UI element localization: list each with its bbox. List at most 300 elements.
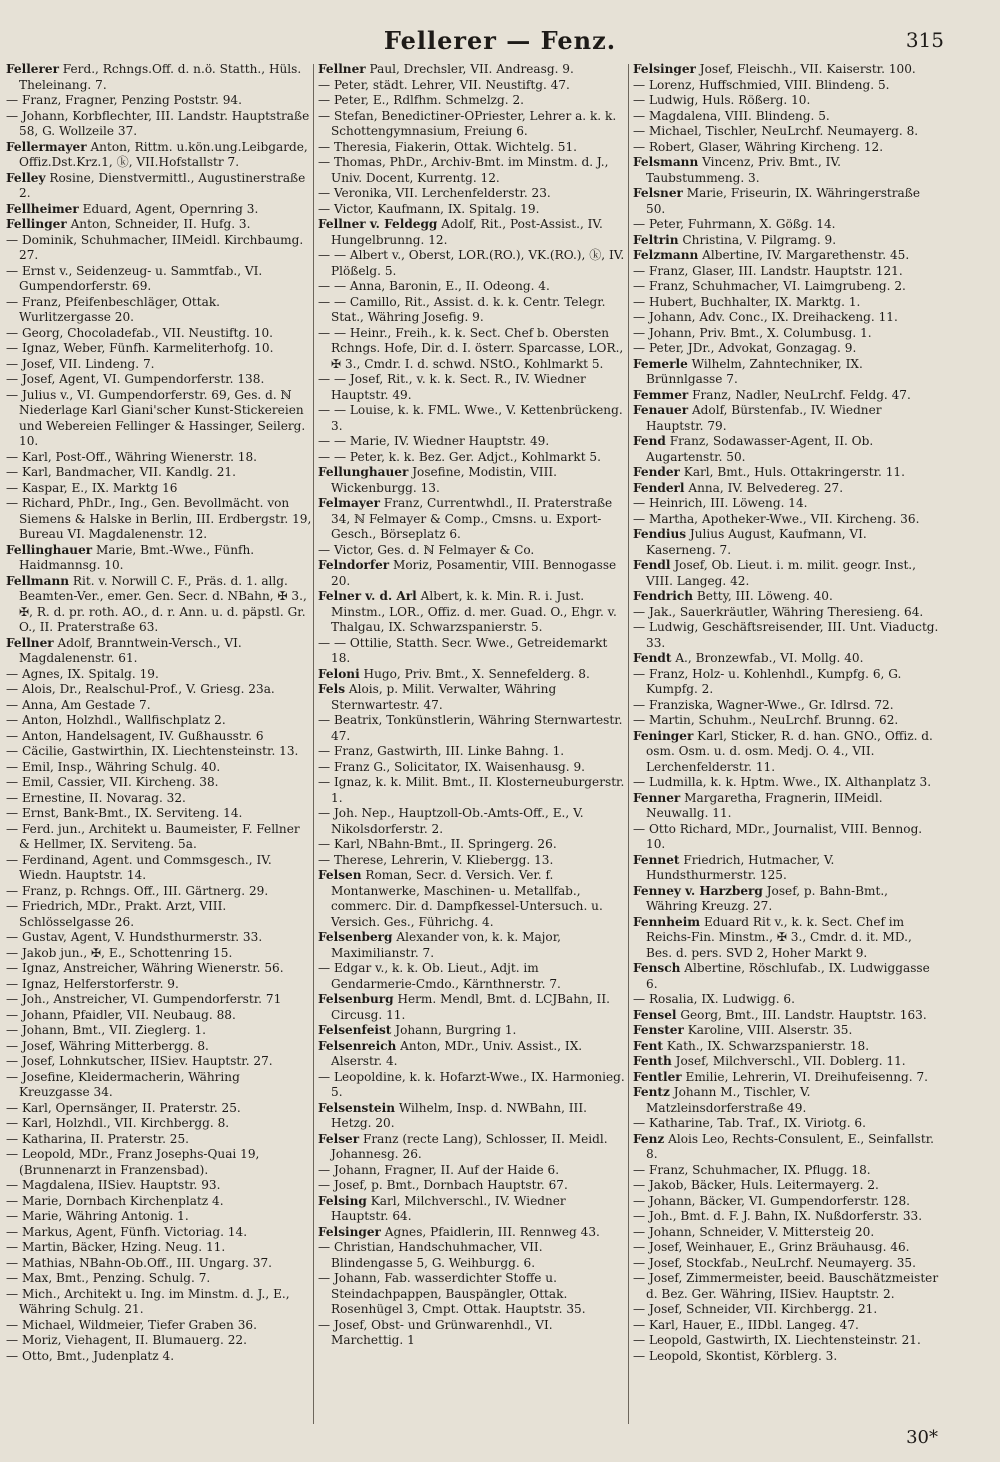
entry-text: — Peter, städt. Lehrer, VII. Neustiftg. 47. xyxy=(318,77,570,92)
directory-entry xyxy=(6,481,313,497)
directory-entry xyxy=(318,155,625,186)
entry-text: Georg, Bmt., III. Landstr. Hauptstr. 163. xyxy=(676,1007,927,1022)
directory-entry xyxy=(633,357,940,388)
entry-text: Roman, Secr. d. Versich. Ver. f. Montanwerke, Maschinen- u. Metallfab., commerc. Dir. d. Dampfkessel-Untersuch. u. Versich. Ges., Führichg. 4. xyxy=(331,868,603,929)
entry-text: — Franz G., Solicitator, IX. Waisenhausg. 9. xyxy=(318,759,586,774)
entry-text: — Victor, Ges. d. ℕ Felmayer & Co. xyxy=(318,542,535,557)
directory-entry xyxy=(633,465,940,481)
entry-text: — Georg, Chocoladefab., VII. Neustiftg. 10. xyxy=(6,325,274,340)
entry-text: — Franz, Holz- u. Kohlenhdl., Kumpfg. 6, G. Kumpfg. 2. xyxy=(633,666,902,696)
directory-entry xyxy=(6,992,313,1008)
directory-entry xyxy=(318,1318,625,1349)
directory-entry xyxy=(6,698,313,714)
entry-text: — Jak., Sauerkräutler, Währing Theresieng. 64. xyxy=(633,604,924,619)
entry-text: — Theresia, Fiakerin, Ottak. Wichtelg. 51. xyxy=(318,139,577,154)
entry-text: — Leopold, Gastwirth, IX. Liechtensteinstr. 21. xyxy=(633,1333,921,1347)
directory-entry xyxy=(6,1147,313,1178)
entry-text: Herm. Mendl, Bmt. d. LCJBahn, II. Circusg. 11. xyxy=(331,992,610,1022)
entry-surname: Felner v. d. Arl xyxy=(318,589,417,603)
directory-entry xyxy=(633,1085,940,1116)
directory-entry xyxy=(633,698,940,714)
entry-text: Agnes, Pfaidlerin, III. Rennweg 43. xyxy=(380,1224,600,1239)
entry-text: — Josef, Schneider, VII. Kirchbergg. 21. xyxy=(633,1302,878,1316)
directory-entry xyxy=(6,806,313,822)
entry-surname: Fentz xyxy=(633,1085,670,1099)
entry-surname: Fenz xyxy=(633,1131,665,1146)
entry-surname: Fellner v. Feldegg xyxy=(318,217,438,231)
entry-surname: Fendius xyxy=(633,527,687,541)
entry-text: — Jakob, Bäcker, Huls. Leitermayerg. 2. xyxy=(633,1178,879,1192)
entry-text: — Julius v., VI. Gumpendorferstr. 69, Ges. d. ℕ Niederlage Karl Giani'scher Kunst-Stickereien und Webereien Fellinger & Hassinger, Seilerg. 10. xyxy=(6,387,306,448)
entry-text: — Peter, Fuhrmann, X. Gößg. 14. xyxy=(633,217,836,231)
entry-surname: Fend xyxy=(633,434,666,448)
entry-text: — Karl, Post-Off., Währing Wienerstr. 18. xyxy=(6,449,258,464)
directory-entry xyxy=(6,496,313,543)
entry-text: Kath., IX. Schwarzspanierstr. 18. xyxy=(663,1038,870,1053)
entry-surname: Fendl xyxy=(633,558,671,572)
entry-text: Paul, Drechsler, VII. Andreasg. 9. xyxy=(365,62,574,76)
entry-text: — Ignaz, Anstreicher, Währing Wienerstr. 56. xyxy=(6,961,284,975)
directory-entry xyxy=(6,1318,313,1334)
directory-entry xyxy=(633,1225,940,1241)
directory-entry xyxy=(633,651,940,667)
directory-entry xyxy=(318,62,625,78)
entry-text: — Karl, Holzhdl., VII. Kirchbergg. 8. xyxy=(6,1116,230,1130)
directory-entry xyxy=(633,233,940,249)
directory-entry xyxy=(318,109,625,140)
directory-entry xyxy=(633,93,940,109)
entry-text: Anton, Schneider, II. Hufg. 3. xyxy=(66,217,251,231)
entry-text: Josef, Milchverschl., VII. Doblerg. 11. xyxy=(671,1054,906,1068)
entry-text: — Markus, Agent, Fünfh. Victoriag. 14. xyxy=(6,1224,248,1239)
directory-entry xyxy=(6,264,313,295)
directory-entry xyxy=(6,729,313,745)
directory-entry xyxy=(633,605,940,621)
entry-text: Albertine, Röschlufab., IX. Ludwiggasse 6. xyxy=(646,961,930,991)
entry-text: — Franz, Schuhmacher, VI. Laimgrubeng. 2. xyxy=(633,279,906,293)
entry-text: — Richard, PhDr., Ing., Gen. Bevollmächt. von Siemens & Halske in Berlin, III. Erdbergstr. 19, Bureau VI. Magdalenenstr. 12. xyxy=(6,496,312,541)
entry-text: — — Camillo, Rit., Assist. d. k. k. Centr. Telegr. Stat., Währing Josefig. 9. xyxy=(318,294,606,324)
directory-entry xyxy=(318,465,625,496)
directory-entry xyxy=(633,496,940,512)
entry-text: Rit. v. Norwill C. F., Präs. d. 1. allg. Beamten-Ver., emer. Gen. Secr. d. NBahn, ✠ 3., ✠, R. d. pr. roth. AO., d. r. Ann. u. d. päpstl. Gr. O., II. Praterstraße 63. xyxy=(19,573,307,634)
entry-text: — Joh., Anstreicher, VI. Gumpendorferstr. 71 xyxy=(6,992,282,1006)
entry-text: Emilie, Lehrerin, VI. Dreihufeisenng. 7. xyxy=(681,1069,928,1084)
entry-text: — Moriz, Viehagent, II. Blumauerg. 22. xyxy=(6,1333,247,1347)
directory-entry xyxy=(633,961,940,992)
directory-entry xyxy=(318,1039,625,1070)
directory-entry xyxy=(633,1116,940,1132)
directory-entry xyxy=(318,434,625,450)
entry-text: — Karl, NBahn-Bmt., II. Springerg. 26. xyxy=(318,837,557,851)
directory-entry xyxy=(633,915,940,962)
directory-entry xyxy=(318,1101,625,1132)
entry-text: — Franziska, Wagner-Wwe., Gr. Idlrsd. 72. xyxy=(633,697,894,712)
entry-text: — Ferdinand, Agent. und Commsgesch., IV. Wiedn. Hauptstr. 14. xyxy=(6,852,272,882)
entry-surname: Femerle xyxy=(633,356,688,371)
directory-entry xyxy=(633,1209,940,1225)
entry-text: — Franz, Schuhmacher, IX. Pflugg. 18. xyxy=(633,1162,871,1177)
entry-surname: Felley xyxy=(6,170,46,185)
directory-entry xyxy=(6,853,313,884)
entry-text: — Martha, Apotheker-Wwe., VII. Kircheng. 36. xyxy=(633,511,920,526)
entry-text: — — Marie, IV. Wiedner Hauptstr. 49. xyxy=(318,434,550,448)
entry-text: — Therese, Lehrerin, V. Kliebergg. 13. xyxy=(318,852,554,867)
entry-text: — Alois, Dr., Realschul-Prof., V. Griesg. 23a. xyxy=(6,682,275,696)
directory-entry xyxy=(318,248,625,279)
directory-entry xyxy=(318,403,625,434)
directory-entry xyxy=(6,295,313,326)
entry-text: — Johann, Schneider, V. Mittersteig 20. xyxy=(633,1224,875,1239)
entry-text: Rosine, Dienstvermittl., Augustinerstraße 2. xyxy=(19,170,306,200)
directory-entry xyxy=(6,217,313,233)
directory-entry xyxy=(6,1023,313,1039)
directory-entry xyxy=(6,1070,313,1101)
entry-surname: Fellinghauer xyxy=(6,542,93,557)
directory-entry xyxy=(633,822,940,853)
entry-text: — Ernst v., Seidenzeug- u. Sammtfab., VI. Gumpendorferstr. 69. xyxy=(6,263,263,293)
entry-text: — Joh. Nep., Hauptzoll-Ob.-Amts-Off., E., V. Nikolsdorferstr. 2. xyxy=(318,806,584,836)
directory-entry xyxy=(633,403,940,434)
entry-text: — Josef, VII. Lindeng. 7. xyxy=(6,356,155,371)
directory-entry xyxy=(633,1333,940,1349)
entry-text: — Christian, Handschuhmacher, VII. Blindengasse 5, G. Weihburgg. 6. xyxy=(318,1240,543,1270)
directory-entry xyxy=(318,279,625,295)
entry-text: Anna, IV. Belvedereg. 27. xyxy=(684,480,844,495)
directory-entry xyxy=(318,186,625,202)
directory-entry xyxy=(6,977,313,993)
directory-entry xyxy=(318,713,625,744)
directory-entry xyxy=(318,853,625,869)
directory-entry xyxy=(318,1271,625,1318)
entry-text: — Gustav, Agent, V. Hundsthurmerstr. 33. xyxy=(6,930,263,944)
entry-surname: Felsen xyxy=(318,868,362,882)
entry-text: — — Peter, k. k. Bez. Ger. Adjct., Kohlmarkt 5. xyxy=(318,449,601,464)
entry-text: Vincenz, Priv. Bmt., IV. Taubstummeng. 3. xyxy=(646,155,841,185)
column-2 xyxy=(318,62,625,1424)
entry-text: — Lorenz, Huffschmied, VIII. Blindeng. 5. xyxy=(633,77,890,92)
directory-entry xyxy=(6,1178,313,1194)
directory-entry xyxy=(633,527,940,558)
directory-entry xyxy=(318,140,625,156)
entry-text: Johann, Burgring 1. xyxy=(391,1023,517,1037)
entry-text: Christina, V. Pilgramg. 9. xyxy=(678,232,837,247)
entry-surname: Fenney v. Harzberg xyxy=(633,883,763,898)
entry-text: — — Anna, Baronin, E., II. Odeong. 4. xyxy=(318,279,550,293)
entry-text: — Josef, Zimmermeister, beeid. Bauschätzmeister d. Bez. Ger. Währing, IISiev. Hauptstr. 2. xyxy=(633,1271,939,1301)
entry-text: — Katharine, Tab. Traf., IX. Viriotg. 6. xyxy=(633,1116,866,1130)
entry-text: — Josef, Stockfab., NeuLrchf. Neumayerg. 35. xyxy=(633,1255,916,1270)
directory-entry xyxy=(318,543,625,559)
directory-entry xyxy=(318,1163,625,1179)
entry-text: Alois Leo, Rechts-Consulent, E., Seinfallstr. 8. xyxy=(646,1131,934,1161)
directory-entry xyxy=(6,682,313,698)
entry-surname: Felzmann xyxy=(633,248,699,262)
entry-text: — Emil, Cassier, VII. Kircheng. 38. xyxy=(6,775,219,789)
directory-entry xyxy=(318,868,625,930)
entry-surname: Fellunghauer xyxy=(318,465,409,479)
entry-surname: Fellheimer xyxy=(6,201,79,216)
directory-entry xyxy=(6,388,313,450)
entry-text: Wilhelm, Zahntechniker, IX. Brünnlgasse 7. xyxy=(646,356,863,386)
directory-entry xyxy=(633,729,940,776)
directory-entry xyxy=(633,1302,940,1318)
directory-entry xyxy=(6,171,313,202)
entry-surname: Fennet xyxy=(633,852,680,867)
entry-text: Josef, Fleischh., VII. Kaiserstr. 100. xyxy=(695,62,916,76)
directory-entry xyxy=(6,1039,313,1055)
entry-text: Ferd., Rchngs.Off. d. n.ö. Statth., Hüls. Theleinang. 7. xyxy=(19,62,302,92)
directory-entry xyxy=(6,713,313,729)
directory-entry xyxy=(633,1349,940,1365)
directory-entry xyxy=(633,512,940,528)
entry-text: — Rosalia, IX. Ludwigg. 6. xyxy=(633,992,795,1006)
entry-text: — Leopoldine, k. k. Hofarzt-Wwe., IX. Harmonieg. 5. xyxy=(318,1069,625,1099)
directory-entry xyxy=(6,899,313,930)
entry-surname: Fellner xyxy=(6,635,54,650)
entry-text: — Karl, Hauer, E., IIDbl. Langeg. 47. xyxy=(633,1317,859,1332)
entry-surname: Felsinger xyxy=(633,62,696,76)
directory-entry xyxy=(318,1070,625,1101)
directory-entry xyxy=(633,1318,940,1334)
directory-entry xyxy=(633,434,940,465)
directory-entry xyxy=(318,295,625,326)
column-3 xyxy=(633,62,940,1424)
entry-text: Friedrich, Hutmacher, V. Hundsthurmerstr. 125. xyxy=(646,852,835,882)
entry-text: Albertine, IV. Margarethenstr. 45. xyxy=(698,248,910,262)
directory-entry xyxy=(633,341,940,357)
directory-entry xyxy=(318,326,625,373)
entry-text: Adolf, Bürstenfab., IV. Wiedner Hauptstr. 79. xyxy=(646,403,882,433)
entry-text: Albert, k. k. Min. R. i. Just. Minstm., LOR., Offiz. d. mer. Guad. O., Ehgr. v. Thalgau, IX. Schwarzspanierstr. 5. xyxy=(331,589,617,634)
page-header xyxy=(0,18,1000,68)
directory-entry xyxy=(318,837,625,853)
directory-entry xyxy=(633,1008,940,1024)
entry-text: Karl, Milchverschl., IV. Wiedner Hauptstr. 64. xyxy=(331,1193,566,1223)
entry-text: Betty, III. Löweng. 40. xyxy=(693,589,833,603)
directory-entry xyxy=(633,124,940,140)
entry-text: — Peter, JDr., Advokat, Gonzagag. 9. xyxy=(633,341,857,355)
directory-entry xyxy=(633,853,940,884)
entry-text: — Marie, Währing Antonig. 1. xyxy=(6,1209,189,1223)
entry-surname: Fennheim xyxy=(633,914,701,929)
entry-text: — Peter, E., Rdlfhm. Schmelzg. 2. xyxy=(318,93,525,107)
entry-text: Josef, Ob. Lieut. i. m. milit. geogr. Inst., VIII. Langeg. 42. xyxy=(646,558,916,588)
directory-entry xyxy=(318,682,625,713)
entry-text: A., Bronzewfab., VI. Mollg. 40. xyxy=(671,651,864,665)
directory-entry xyxy=(318,372,625,403)
entry-text: — Johann, Fab. wasserdichter Stoffe u. Steindachpappen, Bauspängler, Ottak. Rosenhügel 3, Cmpt. Ottak. Hauptstr. 35. xyxy=(318,1271,586,1316)
directory-entry xyxy=(633,481,940,497)
entry-surname: Fendt xyxy=(633,651,672,665)
directory-entry xyxy=(633,388,940,404)
directory-entry xyxy=(6,1287,313,1318)
directory-entry xyxy=(318,1023,625,1039)
entry-text: — Thomas, PhDr., Archiv-Bmt. im Minstm. d. J., Univ. Docent, Kurrentg. 12. xyxy=(318,155,609,185)
entry-surname: Fellner xyxy=(318,62,366,76)
entry-text: — Karl, Opernsänger, II. Praterstr. 25. xyxy=(6,1100,241,1115)
entry-text: Alois, p. Milit. Verwalter, Währing Sternwartestr. 47. xyxy=(331,682,557,712)
entry-text: — Josef, Obst- und Grünwarenhdl., VI. Marchettig. 1 xyxy=(318,1317,553,1347)
entry-text: — Ernestine, II. Novarag. 32. xyxy=(6,790,186,805)
running-head: Fellerer — Fenz. xyxy=(383,26,617,55)
entry-text: — Hubert, Buchhalter, IX. Marktg. 1. xyxy=(633,294,861,309)
entry-text: — Johann, Bäcker, VI. Gumpendorferstr. 128. xyxy=(633,1193,910,1208)
directory-entry xyxy=(6,62,313,93)
directory-entry xyxy=(6,930,313,946)
directory-entry xyxy=(633,791,940,822)
directory-entry xyxy=(6,1256,313,1272)
directory-entry xyxy=(6,357,313,373)
entry-text: — Franz, Fragner, Penzing Poststr. 94. xyxy=(6,93,242,107)
directory-entry xyxy=(6,884,313,900)
entry-text: — Heinrich, III. Löweng. 14. xyxy=(633,496,808,510)
entry-surname: Felsinger xyxy=(318,1224,381,1239)
directory-entry xyxy=(6,1116,313,1132)
directory-entry xyxy=(633,326,940,342)
entry-text: Franz, Nadler, NeuLrchf. Feldg. 47. xyxy=(688,387,911,402)
entry-surname: Fensel xyxy=(633,1007,677,1022)
page-number: 315 xyxy=(905,28,944,52)
directory-entry xyxy=(633,884,940,915)
directory-entry xyxy=(318,930,625,961)
column-1 xyxy=(6,62,313,1424)
directory-entry xyxy=(6,233,313,264)
directory-entry xyxy=(6,1194,313,1210)
entry-text: Karl, Bmt., Huls. Ottakringerstr. 11. xyxy=(679,465,905,479)
directory-entry xyxy=(633,1132,940,1163)
entry-text: — Karl, Bandmacher, VII. Kandlg. 21. xyxy=(6,465,236,479)
entry-text: — Otto Richard, MDr., Journalist, VIII. Bennog. 10. xyxy=(633,821,923,851)
entry-text: Josefine, Modistin, VIII. Wickenburgg. 13. xyxy=(331,465,557,495)
entry-text: — Ferd. jun., Architekt u. Baumeister, F. Fellner & Hellmer, IX. Serviteng. 5a. xyxy=(6,821,300,851)
entry-text: Adolf, Branntwein-Versch., VI. Magdalenenstr. 61. xyxy=(19,635,242,665)
entry-surname: Felsenberg xyxy=(318,930,393,944)
directory-entry xyxy=(6,1271,313,1287)
directory-entry xyxy=(633,186,940,217)
entry-surname: Fent xyxy=(633,1038,663,1053)
entry-text: Anton, Rittm. u.kön.ung.Leibgarde, Offiz.Dst.Krz.1, ⓚ, VII.Hofstallstr 7. xyxy=(19,139,308,169)
directory-entry xyxy=(6,1008,313,1024)
entry-text: — Ludwig, Geschäftsreisender, III. Unt. Viaductg. 33. xyxy=(633,620,939,650)
directory-entry xyxy=(6,1054,313,1070)
entry-surname: Felsing xyxy=(318,1193,367,1208)
directory-entry xyxy=(6,574,313,636)
directory-entry xyxy=(6,1349,313,1365)
directory-entry xyxy=(6,775,313,791)
entry-text: — — Josef, Rit., v. k. k. Sect. R., IV. Wiedner Hauptstr. 49. xyxy=(318,372,586,402)
entry-text: — Ignaz, k. k. Milit. Bmt., II. Klosterneuburgerstr. 1. xyxy=(318,775,625,805)
entry-text: — Anton, Handelsagent, IV. Gußhausstr. 6 xyxy=(6,728,264,743)
entry-text: — Ludwig, Huls. Rößerg. 10. xyxy=(633,93,811,107)
entry-text: — — Louise, k. k. FML. Wwe., V. Kettenbrückeng. 3. xyxy=(318,403,623,433)
directory-entry xyxy=(633,713,940,729)
entry-surname: Fels xyxy=(318,682,346,696)
entry-text: — Emil, Insp., Währing Schulg. 40. xyxy=(6,759,221,774)
entry-surname: Felsner xyxy=(633,186,683,200)
directory-entry xyxy=(6,760,313,776)
entry-text: Franz, Sodawasser-Agent, II. Ob. Augartenstr. 50. xyxy=(646,434,874,464)
entry-text: — Josefine, Kleidermacherin, Währing Kreuzgasse 34. xyxy=(6,1069,240,1099)
directory-entry xyxy=(6,326,313,342)
entry-surname: Feninger xyxy=(633,728,694,743)
entry-surname: Fenauer xyxy=(633,403,689,417)
entry-surname: Fellerer xyxy=(6,62,59,76)
entry-text: — Ignaz, Weber, Fünfh. Karmeliterhofg. 10. xyxy=(6,341,274,355)
entry-text: — Anton, Holzhdl., Wallfischplatz 2. xyxy=(6,713,226,727)
entry-surname: Felser xyxy=(318,1131,360,1146)
entry-surname: Felsenstein xyxy=(318,1100,395,1115)
entry-text: — — Ottilie, Statth. Secr. Wwe., Getreidemarkt 18. xyxy=(318,635,608,665)
entry-text: — Dominik, Schuhmacher, IIMeidl. Kirchbaumg. 27. xyxy=(6,232,304,262)
directory-entry xyxy=(6,202,313,218)
entry-text: — Leopold, Skontist, Körblerg. 3. xyxy=(633,1348,838,1363)
entry-surname: Fenth xyxy=(633,1054,672,1068)
directory-entry xyxy=(6,109,313,140)
entry-text: — — Albert v., Oberst, LOR.(RO.), VK.(RO.), ⓚ, IV. Plößelg. 5. xyxy=(318,248,625,278)
entry-text: — Josef, Währing Mitterbergg. 8. xyxy=(6,1038,209,1053)
entry-surname: Fellmann xyxy=(6,573,70,588)
directory-entry xyxy=(318,806,625,837)
entry-text: — Ernst, Bank-Bmt., IX. Serviteng. 14. xyxy=(6,806,243,820)
entry-text: Franz, Currentwhdl., II. Praterstraße 34, ℕ Felmayer & Comp., Cmsns. u. Export-Gesch., Börseplatz 6. xyxy=(331,496,613,541)
directory-entry xyxy=(318,1178,625,1194)
entry-text: Julius August, Kaufmann, VI. Kaserneng. 7. xyxy=(646,527,867,557)
directory-entry xyxy=(633,1039,940,1055)
entry-text: Anton, MDr., Univ. Assist., IX. Alserstr. 4. xyxy=(331,1038,583,1068)
entry-text: Marie, Friseurin, IX. Währingerstraße 50. xyxy=(646,186,921,216)
entry-surname: Fenderl xyxy=(633,480,685,495)
entry-text: — — Heinr., Freih., k. k. Sect. Chef b. Obersten Rchngs. Hofe, Dir. d. I. österr. Sparcasse, LOR., ✠ 3., Cmdr. I. d. schwd. NStO., Kohlmarkt 5. xyxy=(318,325,624,371)
entry-text: — Kaspar, E., IX. Marktg 16 xyxy=(6,480,178,495)
directory-entry xyxy=(633,620,940,651)
directory-entry xyxy=(6,372,313,388)
directory-entry xyxy=(318,1225,625,1241)
directory-entry xyxy=(633,589,940,605)
directory-entry xyxy=(633,667,940,698)
entry-text: — Beatrix, Tonkünstlerin, Währing Sternwartestr. 47. xyxy=(318,713,623,743)
entry-text: — Josef, Agent, VI. Gumpendorferstr. 138. xyxy=(6,372,265,386)
entry-text: — Cäcilie, Gastwirthin, IX. Liechtensteinstr. 13. xyxy=(6,744,299,758)
directory-entry xyxy=(318,992,625,1023)
entry-surname: Fender xyxy=(633,465,680,479)
entry-surname: Fellermayer xyxy=(6,139,87,154)
directory-entry xyxy=(633,109,940,125)
entry-text: Adolf, Rit., Post-Assist., IV. Hungelbrunng. 12. xyxy=(331,217,603,247)
entry-text: Johann M., Tischler, V. Matzleinsdorferstraße 49. xyxy=(646,1085,811,1115)
entry-surname: Felsenburg xyxy=(318,992,394,1006)
entry-text: — Johann, Pfaidler, VII. Neubaug. 88. xyxy=(6,1007,236,1022)
entry-surname: Fenster xyxy=(633,1023,684,1037)
entry-text: — Josef, Weinhauer, E., Grinz Bräuhausg. 46. xyxy=(633,1240,910,1254)
directory-entry xyxy=(6,1132,313,1148)
directory-entry xyxy=(6,744,313,760)
directory-entry xyxy=(633,310,940,326)
entry-text: — Jakob jun., ✠, E., Schottenring 15. xyxy=(6,945,233,960)
entry-text: — Josef, Lohnkutscher, IISiev. Hauptstr. 27. xyxy=(6,1054,273,1068)
directory-entry xyxy=(6,946,313,962)
entry-text: — Franz, p. Rchngs. Off., III. Gärtnerg. 29. xyxy=(6,883,269,898)
entry-surname: Fellinger xyxy=(6,217,67,231)
entry-text: — Max, Bmt., Penzing. Schulg. 7. xyxy=(6,1271,211,1285)
directory-entry xyxy=(6,961,313,977)
directory-entry xyxy=(318,78,625,94)
directory-entry xyxy=(633,1023,940,1039)
entry-text: — Magdalena, VIII. Blindeng. 5. xyxy=(633,108,830,123)
entry-text: — Johann, Priv. Bmt., X. Columbusg. 1. xyxy=(633,325,872,340)
entry-surname: Fendrich xyxy=(633,589,693,603)
directory-entry xyxy=(318,1194,625,1225)
